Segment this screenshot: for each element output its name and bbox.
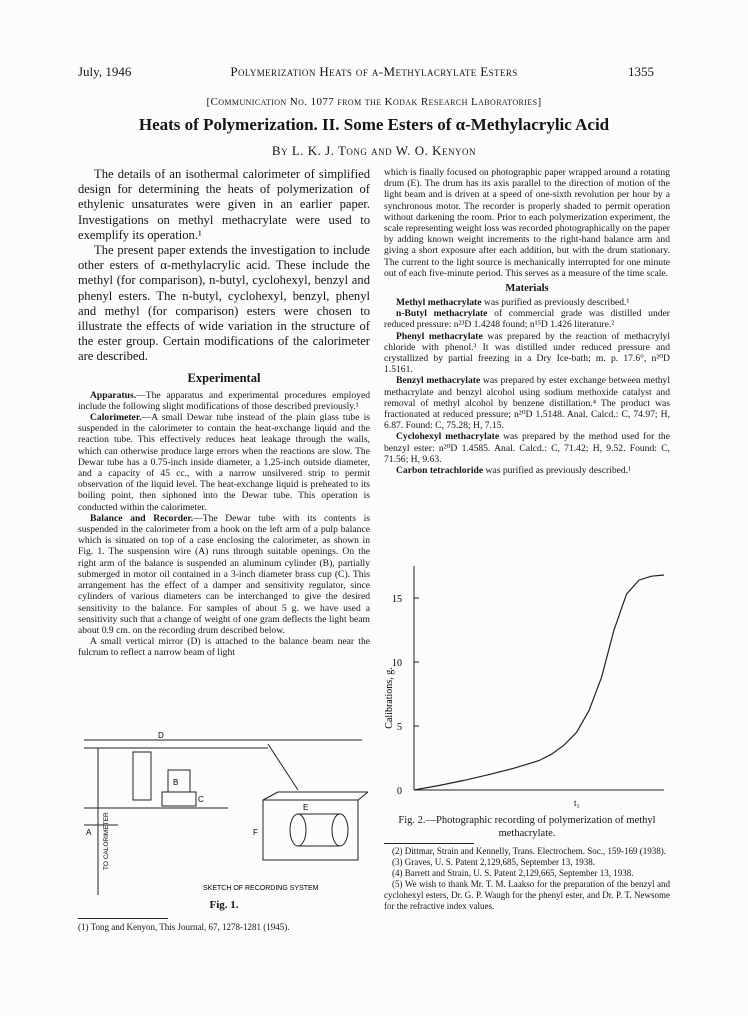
carbon-label: Carbon tetrachloride bbox=[396, 465, 484, 477]
aluminum-cylinder-b bbox=[168, 770, 190, 792]
calorimeter-text: —A small Dewar tube instead of the plain glass tube is suspended in the calorimeter to contain the heat-exchange liquid and the reaction tube. This effectively reduces heat leakage through the walls, which can otherwise produce large errors when the reactions are slow. The Dewar tube has a 0.75-inch inside diameter, a 1.25-inch outside diameter, and a capacity of 45 cc., with a narrow unsilvered strip to permit observation of the liquid level. The heat-exchange liquid is preheated to its boiling point, then siphoned into the Dewar tube. This operation is conducted within the calorimeter. bbox=[78, 412, 370, 513]
header-date: July, 1946 bbox=[78, 64, 132, 79]
brass-cup-c bbox=[162, 792, 196, 806]
label-d: D bbox=[158, 731, 164, 740]
footnotes-right bbox=[384, 846, 670, 912]
footnote-rule-left bbox=[78, 918, 168, 919]
y-tick-label: 0 bbox=[397, 786, 402, 797]
methyl-label: Methyl methacrylate bbox=[396, 297, 482, 309]
header-running-title: Polymerization Heats of α-Methylacrylate Esters bbox=[230, 64, 518, 79]
phenyl-label: Phenyl methacrylate bbox=[396, 330, 483, 342]
apparatus-text: —The apparatus and experimental procedures employed include the following slight modifications of those described previously.¹ bbox=[78, 389, 370, 412]
right-column bbox=[384, 167, 670, 476]
figure-1-caption: Fig. 1. bbox=[209, 899, 239, 911]
footnote-rule-right bbox=[384, 843, 474, 844]
chart-line-series bbox=[414, 575, 664, 790]
benzyl-label: Benzyl methacrylate bbox=[396, 375, 481, 387]
figure-2-caption: Fig. 2.—Photographic recording of polymerization of methyl methacrylate. bbox=[398, 815, 656, 839]
carbon-paragraph bbox=[384, 465, 670, 476]
intro-paragraph-1: The details of an isothermal calorimeter of simplified design for determining the heats of polymerization of ethylenic unsaturates were given in an earlier paper. Investigations on methyl methacrylate were used to exemplify its operation.¹ bbox=[78, 167, 370, 242]
cyclohexyl-text: was prepared by the method used for the benzyl ester: n²⁰D 1.4585. Anal. Calcd.: C, 71.42; H, 9.52. Found: C, 71.56; H, 9.63. bbox=[384, 431, 670, 465]
apparatus-paragraph bbox=[78, 390, 370, 412]
cyclohexyl-label: Cyclohexyl methacrylate bbox=[396, 431, 500, 443]
recorder-box bbox=[263, 800, 358, 860]
methyl-text: was purified as previously described.¹ bbox=[481, 297, 630, 309]
sketch-label: SKETCH OF RECORDING SYSTEM bbox=[203, 885, 319, 892]
footnote-4: (4) Barrett and Strain, U. S. Patent 2,129,665, September 13, 1938. bbox=[392, 868, 634, 878]
figure-2 bbox=[384, 558, 670, 818]
balance-post bbox=[133, 752, 151, 800]
experimental-heading: Experimental bbox=[187, 370, 261, 385]
footnote-3: (3) Graves, U. S. Patent 2,129,685, September 13, 1938. bbox=[392, 857, 595, 867]
butyl-paragraph bbox=[384, 308, 670, 330]
y-axis-label: Calibrations, g. bbox=[384, 667, 395, 729]
calibration-chart bbox=[384, 558, 670, 813]
balance-paragraph bbox=[78, 513, 370, 636]
calorimeter-label: Calorimeter. bbox=[90, 412, 142, 424]
left-column bbox=[78, 167, 370, 659]
y-tick-label: 10 bbox=[392, 658, 402, 669]
butyl-text: of commercial grade was distilled under reduced pressure: n²³D 1.4248 found; n¹⁵D 1.426 literature.² bbox=[384, 308, 670, 331]
label-c: C bbox=[198, 795, 204, 804]
mirror-paragraph: A small vertical mirror (D) is attached to the balance beam near the fulcrum to reflect a narrow beam of light bbox=[78, 636, 370, 659]
phenyl-paragraph bbox=[384, 331, 670, 376]
carbon-text: was purified as previously described.¹ bbox=[483, 465, 631, 477]
cyclohexyl-paragraph bbox=[384, 431, 670, 465]
y-tick-label: 5 bbox=[397, 722, 402, 733]
calorimeter-paragraph bbox=[78, 412, 370, 513]
communication-note: [Communication No. 1077 from the Kodak Research Laboratories] bbox=[206, 96, 542, 108]
materials-heading: Materials bbox=[505, 283, 549, 295]
recording-system-sketch bbox=[78, 730, 370, 900]
continued-paragraph: which is finally focused on photographic paper wrapped around a rotating drum (E). The drum has its axis parallel to the direction of motion of the light beam and is driven at a speed of one-sixth revolution per hour by a synchronous motor. The recorder is properly shaded to permit operation without darkening the room. Prior to each polymerization experiment, the scale representing weight loss was recorded photographically on the paper by adding known weight increments to the right-hand balance arm and giving a short exposure after each addition, but with the drum stationary. The current to the light source is mechanically interrupted for one minute out of each five-minute period. This serves as a measure of the time scale. bbox=[384, 167, 670, 279]
label-f: F bbox=[253, 828, 258, 837]
benzyl-paragraph bbox=[384, 375, 670, 431]
benzyl-text: was prepared by ester exchange between methyl methacrylate and benzyl alcohol using sodium methoxide catalyst and removal of methyl alcohol by benzene distillation.⁴ The product was fractionated at reduced pressure; n²⁰D 1.5148. Anal. Calcd.: C, 74.97; H, 6.87. Found: C, 75.28; H, 7.15. bbox=[384, 375, 670, 432]
label-e: E bbox=[303, 803, 309, 812]
apparatus-label: Apparatus. bbox=[90, 389, 137, 401]
intro-paragraph-2: The present paper extends the investigation to include other esters of α-methylacrylic acid. These include the methyl (for comparison), n-butyl, cyclohexyl, benzyl and phenyl esters. The n-butyl, cyclohexyl, benzyl, phenyl and methyl (for comparison) esters were chosen to illustrate the effects of wide variation in the structure of the ester group. Certain modifications of the calorimeter are described. bbox=[78, 243, 370, 364]
butyl-label: n-Butyl methacrylate bbox=[396, 308, 488, 320]
label-a: A bbox=[86, 828, 92, 837]
y-tick-label: 15 bbox=[392, 594, 402, 605]
to-calorimeter-label: TO CALORIMETER bbox=[103, 812, 110, 870]
header-page-number: 1355 bbox=[628, 64, 654, 79]
methyl-paragraph bbox=[384, 297, 670, 308]
footnote-5: (5) We wish to thank Mr. T. M. Laakso for the preparation of the benzyl and cyclohexyl esters, Dr. G. P. Waugh for the phenyl ester, and Dr. P. T. Newsome for the refractive index values. bbox=[384, 879, 670, 911]
balance-label: Balance and Recorder. bbox=[90, 512, 194, 524]
balance-text: —The Dewar tube with its contents is suspended in the calorimeter from a hook on the left arm of a pulp balance which is situated on top of a case enclosing the calorimeter, as shown in Fig. 1. The suspension wire (A) runs through suitable openings. On the right arm of the balance is suspended an aluminum cylinder (B), partially submerged in motor oil contained in a 3-inch diameter brass cup (C). This arrangement has the effect of a damper and sensitivity regulator, since cylinders of various diameters can be interchanged to give the desired sensitivity to the balance. For samples of about 5 g. we have used a sensitivity such that a change of weight of one gram deflects the light beam about 0.9 cm. on the recording drum described below. bbox=[78, 512, 370, 636]
x-axis-label: t₁ bbox=[574, 798, 580, 808]
label-b: B bbox=[173, 778, 179, 787]
paper-authors: By L. K. J. Tong and W. O. Kenyon bbox=[271, 143, 477, 158]
phenyl-text: was prepared by the reaction of methacrylyl chloride with phenol.³ It was distilled under reduced pressure and crystallized by partial freezing in a Dry Ice-bath; m. p. 17.6°, n²⁰D 1.5161. bbox=[384, 330, 670, 376]
paper-title: Heats of Polymerization. II. Some Esters of α-Methylacrylic Acid bbox=[138, 115, 610, 134]
mirror-d-ray bbox=[268, 744, 298, 790]
footnote-1: (1) Tong and Kenyon, This Journal, 67, 1278-1281 (1945). bbox=[78, 922, 290, 932]
drum-e-end bbox=[290, 814, 306, 846]
footnote-2: (2) Dittmar, Strain and Kennelly, Trans. Electrochem. Soc., 159-169 (1938). bbox=[392, 846, 667, 856]
